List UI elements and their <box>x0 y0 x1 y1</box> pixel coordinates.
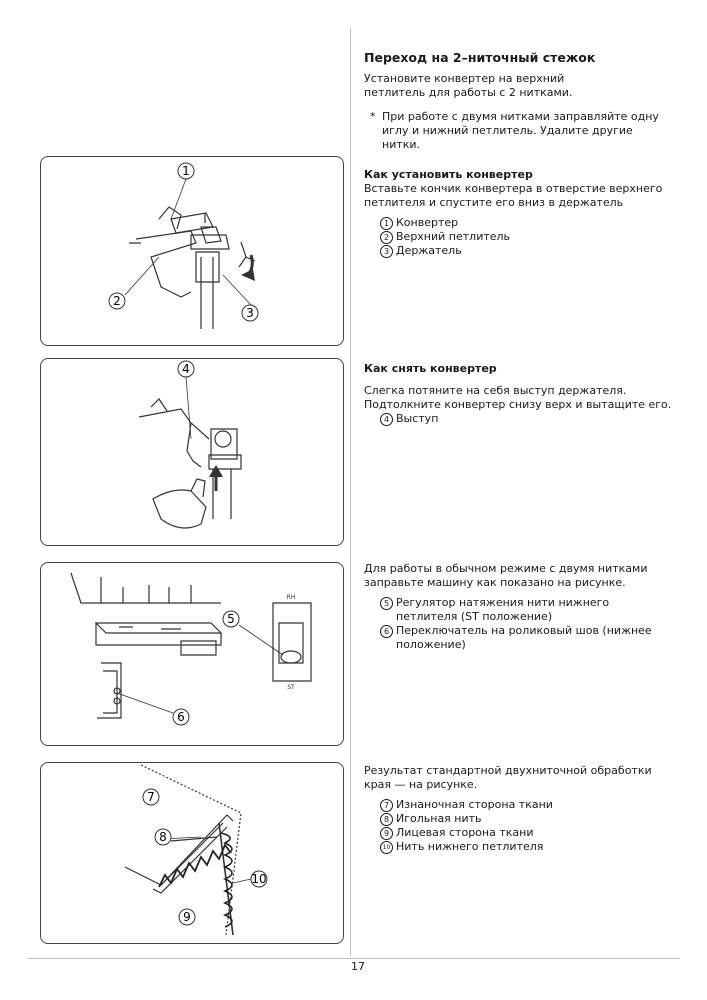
column-divider <box>350 28 351 956</box>
list-item: 7 Изнаночная сторона ткани <box>380 798 674 812</box>
list-item: 10 Нить нижнего петлителя <box>380 840 674 854</box>
callout-5 <box>223 611 239 627</box>
list-item: 5 Регулятор натяжения нити нижнего петлителя (ST положение) <box>380 596 674 624</box>
list-item: 2 Верхний петлитель <box>380 230 674 244</box>
dial-label-st: ST <box>287 684 295 691</box>
note-star: * <box>370 110 376 123</box>
normal-mode-body: Для работы в обычном режиме с двумя нитками заправьте машину как показано на рисунке. <box>364 562 648 589</box>
list-item: 1 Конвертер <box>380 216 674 230</box>
callout-4 <box>178 361 194 377</box>
list-item: 3 Держатель <box>380 244 674 258</box>
install-subtitle: Как установить конвертер <box>364 168 533 181</box>
callout-10 <box>251 871 267 887</box>
note-text: При работе с двумя нитками заправляйте одну иглу и нижний петлитель. Удалите другие нитки. <box>382 110 659 151</box>
section-result <box>364 764 674 854</box>
remove-body: Слегка потяните на себя выступ держателя. Подтолкните конвертер снизу верх и вытащите его. <box>364 384 672 411</box>
callout-6 <box>173 709 189 725</box>
svg-text:7: 7 <box>147 790 155 804</box>
tension-settings-illustration <box>41 563 343 745</box>
note <box>370 110 674 152</box>
svg-text:2: 2 <box>113 294 121 308</box>
page-number: 17 <box>351 960 365 973</box>
section-remove <box>364 362 674 426</box>
remove-subtitle: Как снять конвертер <box>364 362 497 375</box>
svg-text:10: 10 <box>251 872 267 886</box>
svg-text:3: 3 <box>246 306 254 320</box>
svg-text:4: 4 <box>182 362 190 376</box>
list-item: 6 Переключатель на роликовый шов (нижнее положение) <box>380 624 674 652</box>
dial-label-rh: RH <box>286 594 296 601</box>
figure-stitch-result <box>40 762 344 944</box>
list-item: 9 Лицевая сторона ткани <box>380 826 674 840</box>
callout-9 <box>179 909 195 925</box>
figure-remove-converter <box>40 358 344 546</box>
svg-text:8: 8 <box>159 830 167 844</box>
callout-7 <box>143 789 159 805</box>
install-list <box>380 216 674 258</box>
svg-text:9: 9 <box>183 910 191 924</box>
figure-tension-settings <box>40 562 344 746</box>
callout-1 <box>178 163 194 179</box>
callout-2 <box>109 293 125 309</box>
footer-rule <box>28 958 680 959</box>
remove-list <box>380 412 674 426</box>
svg-text:1: 1 <box>182 164 190 178</box>
install-body: Вставьте кончик конвертера в отверстие верхнего петлителя и спустите его вниз в держатель <box>364 182 663 209</box>
stitch-result-illustration <box>41 763 343 943</box>
section-normal-mode <box>364 562 674 652</box>
converter-remove-illustration <box>41 359 343 545</box>
svg-text:6: 6 <box>177 710 185 724</box>
intro-text: Установите конвертер на верхний петлитель для работы с 2 нитками. <box>364 72 573 99</box>
section-install <box>364 50 674 258</box>
result-list <box>380 798 674 854</box>
figure-install-converter <box>40 156 344 346</box>
arrow-down-icon <box>241 269 255 281</box>
result-body: Результат стандартной двухниточной обработки края — на рисунке. <box>364 764 652 791</box>
callout-3 <box>242 305 258 321</box>
list-item: 8 Игольная нить <box>380 812 674 826</box>
normal-mode-list <box>380 596 674 652</box>
callout-8 <box>155 829 171 845</box>
arrow-up-icon <box>209 465 223 477</box>
section-title: Переход на 2–ниточный стежок <box>364 50 596 65</box>
converter-install-illustration <box>41 157 343 345</box>
svg-text:5: 5 <box>227 612 235 626</box>
list-item: 4 Выступ <box>380 412 674 426</box>
